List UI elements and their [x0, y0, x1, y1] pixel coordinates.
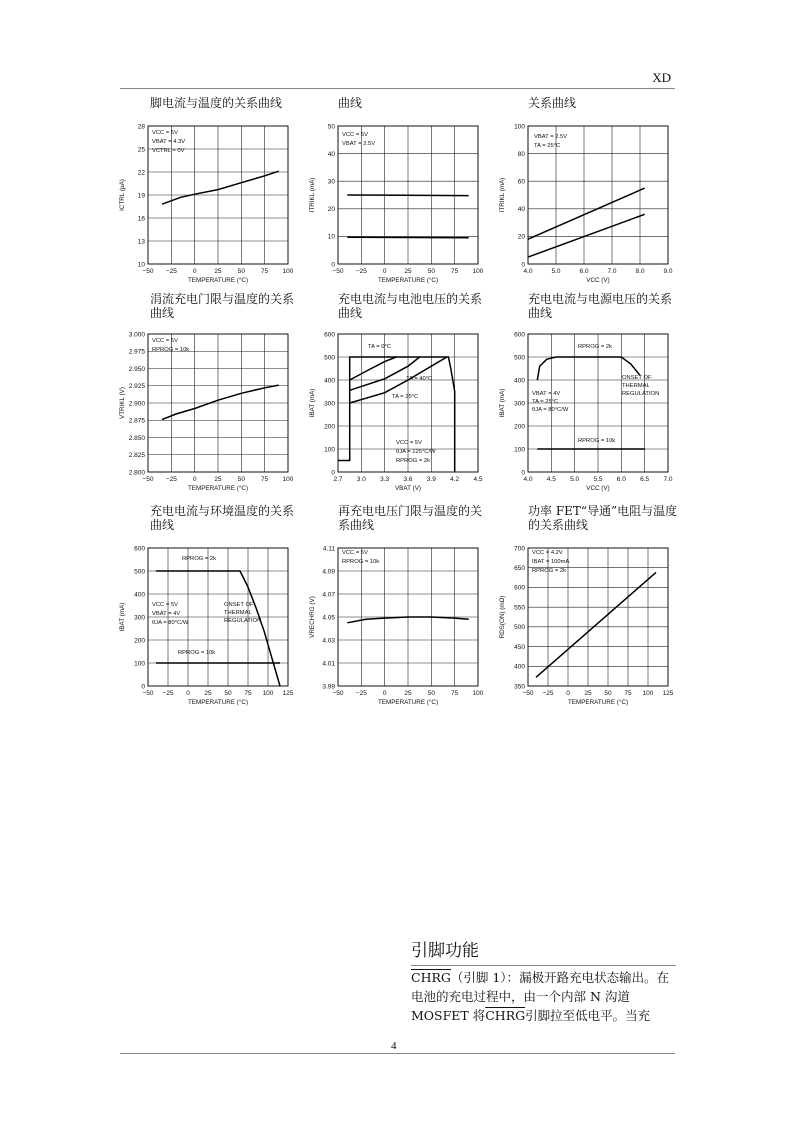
x-tick-label: 75	[451, 268, 459, 275]
x-tick-label: 7.0	[663, 476, 673, 483]
x-axis-label: TEMPERATURE (°C)	[187, 699, 249, 706]
x-tick-label: 5.0	[551, 268, 561, 275]
chart-annotation: ONSET OF	[622, 375, 652, 381]
chart-annotation: RPROG = 2k	[182, 556, 216, 562]
x-tick-label: 4.5	[546, 476, 556, 483]
y-tick-label: 500	[134, 568, 145, 576]
x-tick-label: 75	[624, 690, 632, 697]
x-axis-label: VBAT (V)	[394, 485, 422, 492]
x-tick-label: 25	[584, 690, 592, 697]
pin-desc-1: 漏极开路充电状态输出。在电池的充电过程中，由一个内部 N 沟道 MOSFET 将	[411, 970, 670, 1023]
x-tick-label: 0	[186, 690, 190, 697]
x-tick-label: 50	[604, 690, 612, 697]
series-line	[347, 237, 468, 238]
y-tick-label: 400	[134, 591, 145, 599]
chart-annotation: θJA = 125°C/W	[396, 449, 436, 455]
x-tick-label: 6.0	[579, 268, 589, 275]
y-tick-label: 500	[514, 624, 525, 632]
x-tick-label: 4.0	[523, 268, 533, 275]
y-tick-label: 300	[514, 400, 525, 408]
chart-annotation: VBAT = 4V	[152, 611, 181, 617]
y-tick-label: 0	[141, 683, 145, 691]
y-tick-label: 500	[324, 354, 335, 362]
y-tick-label: 400	[324, 377, 335, 385]
y-tick-label: 4.07	[322, 591, 335, 599]
chart-6-caption: 充电电流与电源电压的关系曲线	[528, 292, 673, 320]
chart-4-caption: 涓流充电门限与温度的关系曲线	[150, 292, 295, 320]
y-axis-label: RDS(ON) (mΩ)	[499, 595, 506, 639]
header-brand: XD	[652, 70, 671, 85]
y-tick-label: 2.975	[128, 348, 145, 356]
chart-svg	[498, 326, 688, 526]
y-tick-label: 300	[324, 400, 335, 408]
chart-annotation: REGULATION	[224, 618, 262, 624]
y-axis-label: ITRIKL (mA)	[499, 177, 506, 213]
chart-7-caption: 充电电流与环境温度的关系曲线	[150, 504, 295, 532]
x-tick-label: 25	[214, 268, 222, 275]
chart-annotation: TA = 25°C	[392, 394, 419, 400]
y-axis-label: IBAT (mA)	[499, 388, 506, 418]
x-tick-label: 0	[192, 476, 197, 483]
y-tick-label: 200	[324, 423, 335, 431]
y-tick-label: 4.05	[322, 614, 335, 622]
chart-annotation: VCC = 5V	[152, 602, 178, 608]
x-tick-label: 8.0	[635, 268, 645, 275]
y-tick-label: 350	[514, 683, 525, 691]
x-tick-label: 50	[237, 476, 245, 483]
chart-annotation: θJA = 80°C/W	[532, 407, 569, 413]
x-tick-label: 100	[262, 690, 274, 697]
chart-annotation: VCC = 4.2V	[532, 550, 563, 556]
x-tick-label: 75	[451, 690, 459, 697]
chart-annotation: RPROG = 2k	[578, 344, 612, 350]
x-tick-label: 50	[224, 690, 232, 697]
series-line	[536, 572, 656, 677]
y-tick-label: 200	[514, 423, 525, 431]
x-tick-label: −25	[355, 268, 367, 275]
series-line	[162, 385, 279, 420]
x-tick-label: −50	[332, 268, 344, 275]
x-tick-label: 0	[382, 690, 387, 697]
y-tick-label: 3.000	[128, 331, 145, 339]
y-axis-label: IBAT (mA)	[119, 602, 126, 632]
chart-annotation: VCC = 5V	[152, 130, 178, 136]
x-tick-label: −25	[165, 476, 177, 483]
chart-annotation: TA = 0°C	[368, 344, 391, 350]
y-tick-label: 4.03	[322, 637, 335, 645]
y-tick-label: 10	[327, 233, 335, 241]
y-tick-label: 0	[331, 469, 335, 477]
chart-annotation: RPROG = 10k	[178, 650, 216, 656]
y-tick-label: 2.850	[128, 434, 145, 442]
x-axis-label: VCC (V)	[586, 277, 610, 284]
chart-annotation: TA = 25°C	[532, 399, 559, 405]
y-tick-label: 3.99	[322, 683, 335, 691]
chart-svg	[498, 118, 688, 318]
x-tick-label: 100	[282, 268, 294, 275]
chart-annotation: RPROG = 10k	[152, 347, 190, 353]
x-tick-label: −50	[522, 690, 534, 697]
x-tick-label: 50	[427, 690, 435, 697]
chart-annotation: VBAT = 4.3V	[152, 139, 186, 145]
y-tick-label: 600	[134, 545, 145, 553]
chart-6	[498, 326, 688, 526]
chart-4	[118, 326, 308, 526]
x-tick-label: −50	[142, 476, 154, 483]
x-tick-label: 25	[404, 268, 412, 275]
y-tick-label: 2.900	[128, 400, 145, 408]
chart-annotation: TA = 40°C	[406, 376, 433, 382]
x-tick-label: 0	[382, 268, 387, 275]
y-tick-label: 4.01	[322, 660, 335, 668]
y-tick-label: 2.925	[128, 383, 145, 391]
chart-3-caption: 关系曲线	[528, 96, 577, 110]
chart-svg	[498, 540, 688, 740]
x-axis-label: TEMPERATURE (°C)	[567, 699, 629, 706]
y-axis-label: IBAT (mA)	[309, 388, 316, 418]
x-axis-label: TEMPERATURE (°C)	[187, 485, 249, 492]
y-tick-label: 80	[517, 150, 525, 158]
chart-annotation: RPROG = 2k	[532, 568, 566, 574]
y-tick-label: 400	[514, 663, 525, 671]
x-tick-label: −50	[142, 690, 154, 697]
y-tick-label: 400	[514, 377, 525, 385]
chart-svg	[118, 326, 308, 526]
y-tick-label: 300	[134, 614, 145, 622]
x-tick-label: 100	[472, 690, 484, 697]
page-number: 4	[391, 1040, 397, 1052]
x-tick-label: −50	[332, 690, 344, 697]
series-line	[347, 195, 468, 196]
x-tick-label: 25	[404, 690, 412, 697]
x-tick-label: 5.0	[570, 476, 580, 483]
pin-desc-2: 引脚拉至低电平。当充	[525, 1008, 651, 1023]
chart-svg	[118, 540, 308, 740]
y-tick-label: 2.875	[128, 417, 145, 425]
x-axis-label: TEMPERATURE (°C)	[187, 277, 249, 284]
x-tick-label: 125	[662, 690, 674, 697]
y-tick-label: 700	[514, 545, 525, 553]
pin-name: CHRG	[411, 970, 451, 985]
x-axis-label: TEMPERATURE (°C)	[377, 277, 439, 284]
chart-svg	[308, 326, 498, 526]
pin-functions-heading: 引脚功能	[411, 941, 479, 961]
x-tick-label: 0	[566, 690, 570, 697]
chart-svg	[118, 118, 308, 318]
chart-annotation: RPROG = 10k	[578, 438, 616, 444]
y-tick-label: 50	[327, 123, 335, 131]
x-tick-label: 4.2	[450, 476, 460, 483]
y-tick-label: 2.825	[128, 452, 145, 460]
chart-annotation: ONSET OF	[224, 602, 254, 608]
y-tick-label: 20	[517, 233, 525, 241]
x-tick-label: 0	[192, 268, 197, 275]
y-tick-label: 13	[137, 238, 145, 246]
y-tick-label: 25	[137, 146, 145, 154]
y-tick-label: 0	[521, 261, 525, 269]
chart-8	[308, 540, 498, 740]
y-tick-label: 2.800	[128, 469, 145, 477]
chart-9-caption: 功率 FET“导通”电阻与温度的关系曲线	[528, 504, 678, 532]
y-tick-label: 40	[517, 206, 525, 214]
x-tick-label: 7.0	[607, 268, 617, 275]
y-tick-label: 650	[514, 565, 525, 573]
x-tick-label: 3.6	[403, 476, 413, 483]
x-tick-label: 25	[204, 690, 212, 697]
y-tick-label: 550	[514, 604, 525, 612]
chart-annotation: VCC = 5V	[152, 338, 178, 344]
x-tick-label: 125	[282, 690, 294, 697]
y-tick-label: 40	[327, 150, 335, 158]
pin-name-2: CHRG	[485, 1008, 526, 1023]
x-tick-label: 25	[214, 476, 222, 483]
y-tick-label: 4.09	[322, 568, 335, 576]
series-line	[528, 214, 645, 257]
chart-7	[118, 540, 308, 740]
chart-9	[498, 540, 688, 740]
x-tick-label: −50	[142, 268, 154, 275]
chart-1	[118, 118, 308, 318]
x-tick-label: 100	[282, 476, 294, 483]
x-tick-label: 3.0	[356, 476, 366, 483]
x-tick-label: −25	[542, 690, 554, 697]
x-tick-label: 4.0	[523, 476, 533, 483]
chart-annotation: θJA = 80°C/W	[152, 620, 189, 626]
chart-annotation: VCTRL = 0V	[152, 148, 185, 154]
x-tick-label: 100	[472, 268, 484, 275]
y-tick-label: 100	[514, 123, 525, 131]
y-tick-label: 20	[327, 206, 335, 214]
chart-annotation: VBAT = 2.5V	[342, 141, 376, 147]
y-tick-label: 0	[521, 469, 525, 477]
x-tick-label: 3.3	[380, 476, 390, 483]
y-tick-label: 16	[137, 215, 145, 223]
y-tick-label: 28	[137, 123, 145, 131]
x-tick-label: 6.0	[616, 476, 626, 483]
chart-annotation: RPROG = 2k	[396, 458, 430, 464]
x-axis-label: TEMPERATURE (°C)	[377, 699, 439, 706]
pin-description	[411, 968, 676, 1025]
x-axis-label: VCC (V)	[586, 485, 610, 492]
chart-svg	[308, 118, 498, 318]
chart-2	[308, 118, 498, 318]
y-tick-label: 100	[324, 446, 335, 454]
y-tick-label: 600	[514, 584, 525, 592]
series-line	[162, 171, 279, 204]
chart-svg	[308, 540, 498, 740]
y-tick-label: 100	[134, 660, 145, 668]
x-tick-label: 3.9	[426, 476, 436, 483]
chart-annotation: TA = 25°C	[534, 143, 561, 149]
chart-1-caption: 脚电流与温度的关系曲线	[150, 96, 283, 110]
x-tick-label: 100	[642, 690, 654, 697]
chart-annotation: VCC = 5V	[342, 132, 368, 138]
y-axis-label: ITRIKL (mA)	[309, 177, 316, 213]
y-tick-label: 4.11	[322, 545, 335, 553]
y-tick-label: 500	[514, 354, 525, 362]
x-tick-label: 4.5	[473, 476, 483, 483]
x-tick-label: −25	[355, 690, 367, 697]
x-tick-label: 50	[427, 268, 435, 275]
x-tick-label: 6.5	[640, 476, 650, 483]
y-tick-label: 2.950	[128, 365, 145, 373]
y-axis-label: ICTRL (µA)	[119, 179, 126, 211]
y-axis-label: VTRIKL (V)	[119, 387, 126, 419]
chart-annotation: THERMAL	[224, 610, 252, 616]
y-tick-label: 0	[331, 261, 335, 269]
chart-5-caption: 充电电流与电池电压的关系曲线	[338, 292, 483, 320]
chart-2-caption: 曲线	[338, 96, 363, 110]
chart-annotation: REGULATION	[622, 391, 660, 397]
x-tick-label: 9.0	[663, 268, 673, 275]
chart-annotation: RPROG = 10k	[342, 559, 380, 565]
y-tick-label: 200	[134, 637, 145, 645]
chart-annotation: VBAT = 4V	[532, 391, 561, 397]
x-tick-label: 75	[244, 690, 252, 697]
x-tick-label: −25	[162, 690, 174, 697]
y-tick-label: 30	[327, 178, 335, 186]
y-tick-label: 19	[137, 192, 145, 200]
chart-annotation: VBAT = 2.5V	[534, 134, 568, 140]
x-tick-label: 2.7	[333, 476, 343, 483]
series-line	[528, 188, 645, 239]
chart-annotation: VCC = 5V	[396, 440, 422, 446]
x-tick-label: 50	[237, 268, 245, 275]
chart-8-caption: 再充电电压门限与温度的关系曲线	[338, 504, 483, 532]
chart-5	[308, 326, 498, 526]
pin-label: （引脚 1）：	[450, 970, 520, 985]
y-tick-label: 60	[517, 178, 525, 186]
y-tick-label: 600	[324, 331, 335, 339]
y-tick-label: 600	[514, 331, 525, 339]
series-line	[156, 571, 280, 686]
x-tick-label: −25	[165, 268, 177, 275]
y-tick-label: 450	[514, 643, 525, 651]
chart-annotation: VCC = 5V	[342, 550, 368, 556]
y-axis-label: VRECHRG (V)	[309, 596, 316, 638]
page-header	[120, 70, 675, 89]
y-tick-label: 22	[137, 169, 145, 177]
chart-annotation: THERMAL	[622, 383, 650, 389]
chart-annotation: IBAT = 100mA	[532, 559, 570, 565]
x-tick-label: 5.5	[593, 476, 603, 483]
x-tick-label: 75	[261, 476, 269, 483]
y-tick-label: 10	[137, 261, 145, 269]
chart-3	[498, 118, 688, 318]
heading-divider	[411, 965, 676, 966]
footer-rule	[120, 1053, 675, 1054]
x-tick-label: 75	[261, 268, 269, 275]
y-tick-label: 100	[514, 446, 525, 454]
